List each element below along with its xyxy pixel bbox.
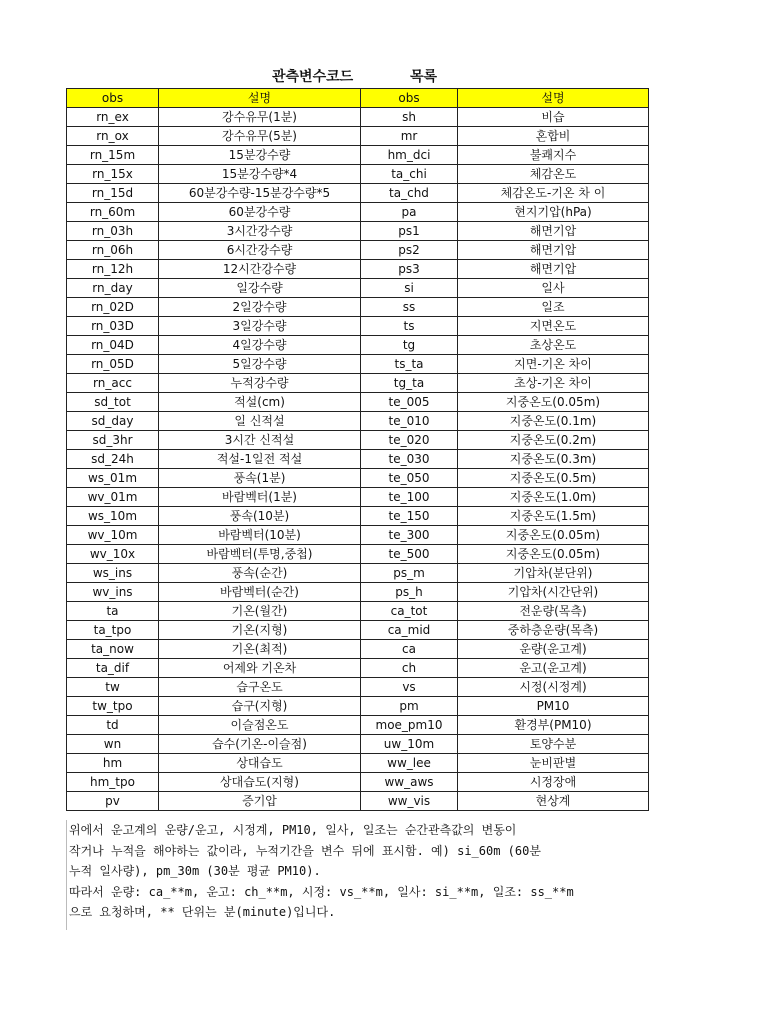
table-row bbox=[67, 678, 649, 697]
description-cell: 12시간강수량 bbox=[159, 260, 361, 279]
obs-code-cell: rn_15m bbox=[67, 146, 159, 165]
page-title bbox=[0, 66, 768, 88]
description-cell: 증기압 bbox=[159, 792, 361, 811]
description-cell: 5일강수량 bbox=[159, 355, 361, 374]
description-cell: 해면기압 bbox=[458, 260, 649, 279]
table-row bbox=[67, 127, 649, 146]
obs-code-cell: te_010 bbox=[361, 412, 458, 431]
obs-code-cell: rn_day bbox=[67, 279, 159, 298]
obs-code-cell: te_150 bbox=[361, 507, 458, 526]
obs-code-cell: rn_05D bbox=[67, 355, 159, 374]
obs-code-cell: ca_tot bbox=[361, 602, 458, 621]
table-row bbox=[67, 431, 649, 450]
table-row bbox=[67, 108, 649, 127]
description-cell: 지중온도(0.5m) bbox=[458, 469, 649, 488]
obs-code-cell: tg_ta bbox=[361, 374, 458, 393]
table-row bbox=[67, 526, 649, 545]
obs-code-cell: ps2 bbox=[361, 241, 458, 260]
description-cell: 바람벡터(순간) bbox=[159, 583, 361, 602]
obs-code-cell: ww_aws bbox=[361, 773, 458, 792]
table-row bbox=[67, 792, 649, 811]
description-cell: 운량(운고계) bbox=[458, 640, 649, 659]
note-line: 으로 요청하며, ** 단위는 분(minute)입니다. bbox=[69, 905, 336, 919]
table-row bbox=[67, 564, 649, 583]
obs-code-cell: sd_3hr bbox=[67, 431, 159, 450]
header-row bbox=[67, 89, 649, 108]
note-line: 누적 일사량), pm_30m (30분 평균 PM10). bbox=[69, 864, 321, 878]
obs-code-cell: pv bbox=[67, 792, 159, 811]
table-row bbox=[67, 203, 649, 222]
table-row bbox=[67, 735, 649, 754]
table-row bbox=[67, 640, 649, 659]
obs-code-cell: tg bbox=[361, 336, 458, 355]
notes-block bbox=[66, 820, 669, 930]
description-cell: 적설(cm) bbox=[159, 393, 361, 412]
header-obs-1: obs bbox=[67, 89, 159, 108]
obs-code-cell: ps3 bbox=[361, 260, 458, 279]
variable-code-table bbox=[66, 88, 649, 811]
obs-code-cell: te_100 bbox=[361, 488, 458, 507]
obs-code-cell: te_500 bbox=[361, 545, 458, 564]
table-row bbox=[67, 393, 649, 412]
description-cell: 지면-기온 차이 bbox=[458, 355, 649, 374]
description-cell: 기온(월간) bbox=[159, 602, 361, 621]
description-cell: 체감온도 bbox=[458, 165, 649, 184]
obs-code-cell: wv_10m bbox=[67, 526, 159, 545]
obs-code-cell: uw_10m bbox=[361, 735, 458, 754]
note-line: 위에서 운고계의 운량/운고, 시정계, PM10, 일사, 일조는 순간관측값의 변동이 bbox=[69, 823, 517, 837]
description-cell: 일강수량 bbox=[159, 279, 361, 298]
description-cell: 누적강수량 bbox=[159, 374, 361, 393]
description-cell: 60분강수량-15분강수량*5 bbox=[159, 184, 361, 203]
obs-code-cell: hm bbox=[67, 754, 159, 773]
table-row bbox=[67, 355, 649, 374]
table-row bbox=[67, 469, 649, 488]
description-cell: 지중온도(0.05m) bbox=[458, 545, 649, 564]
description-cell: 2일강수량 bbox=[159, 298, 361, 317]
description-cell: 환경부(PM10) bbox=[458, 716, 649, 735]
obs-code-cell: ps_h bbox=[361, 583, 458, 602]
obs-code-cell: te_020 bbox=[361, 431, 458, 450]
description-cell: 지중온도(1.0m) bbox=[458, 488, 649, 507]
table-row bbox=[67, 317, 649, 336]
obs-code-cell: ta_chi bbox=[361, 165, 458, 184]
obs-code-cell: rn_12h bbox=[67, 260, 159, 279]
obs-code-cell: rn_15x bbox=[67, 165, 159, 184]
table-row bbox=[67, 260, 649, 279]
obs-code-cell: ws_10m bbox=[67, 507, 159, 526]
obs-code-cell: ta_chd bbox=[361, 184, 458, 203]
description-cell: 기온(최적) bbox=[159, 640, 361, 659]
description-cell: 기온(지형) bbox=[159, 621, 361, 640]
description-cell: 기압차(시간단위) bbox=[458, 583, 649, 602]
description-cell: 어제와 기온차 bbox=[159, 659, 361, 678]
description-cell: 지중온도(0.2m) bbox=[458, 431, 649, 450]
obs-code-cell: si bbox=[361, 279, 458, 298]
description-cell: 60분강수량 bbox=[159, 203, 361, 222]
description-cell: 6시간강수량 bbox=[159, 241, 361, 260]
description-cell: 풍속(10분) bbox=[159, 507, 361, 526]
obs-code-cell: wv_10x bbox=[67, 545, 159, 564]
description-cell: 현상계 bbox=[458, 792, 649, 811]
title-right: 목록 bbox=[410, 69, 438, 85]
table-row bbox=[67, 241, 649, 260]
description-cell: 전운량(목측) bbox=[458, 602, 649, 621]
description-cell: 습구온도 bbox=[159, 678, 361, 697]
obs-code-cell: rn_02D bbox=[67, 298, 159, 317]
obs-code-cell: ta_dif bbox=[67, 659, 159, 678]
description-cell: 풍속(순간) bbox=[159, 564, 361, 583]
description-cell: 눈비판별 bbox=[458, 754, 649, 773]
obs-code-cell: pm bbox=[361, 697, 458, 716]
obs-code-cell: rn_04D bbox=[67, 336, 159, 355]
table-row bbox=[67, 184, 649, 203]
obs-code-cell: rn_03D bbox=[67, 317, 159, 336]
description-cell: 상대습도(지형) bbox=[159, 773, 361, 792]
description-cell: 바람벡터(투명,중첩) bbox=[159, 545, 361, 564]
obs-code-cell: ta bbox=[67, 602, 159, 621]
table-row bbox=[67, 222, 649, 241]
description-cell: 토양수분 bbox=[458, 735, 649, 754]
description-cell: 지중온도(0.05m) bbox=[458, 526, 649, 545]
description-cell: 지중온도(0.3m) bbox=[458, 450, 649, 469]
obs-code-cell: ps_m bbox=[361, 564, 458, 583]
obs-code-cell: ca_mid bbox=[361, 621, 458, 640]
description-cell: 기압차(분단위) bbox=[458, 564, 649, 583]
obs-code-cell: rn_ex bbox=[67, 108, 159, 127]
obs-code-cell: td bbox=[67, 716, 159, 735]
description-cell: 습수(기온-이슬점) bbox=[159, 735, 361, 754]
description-cell: 초상-기온 차이 bbox=[458, 374, 649, 393]
description-cell: PM10 bbox=[458, 697, 649, 716]
obs-code-cell: ta_tpo bbox=[67, 621, 159, 640]
obs-code-cell: wv_01m bbox=[67, 488, 159, 507]
obs-code-cell: te_300 bbox=[361, 526, 458, 545]
obs-code-cell: sd_day bbox=[67, 412, 159, 431]
description-cell: 운고(운고계) bbox=[458, 659, 649, 678]
header-obs-2: obs bbox=[361, 89, 458, 108]
table-row bbox=[67, 583, 649, 602]
obs-code-cell: ss bbox=[361, 298, 458, 317]
obs-code-cell: sd_tot bbox=[67, 393, 159, 412]
description-cell: 습구(지형) bbox=[159, 697, 361, 716]
obs-code-cell: hm_tpo bbox=[67, 773, 159, 792]
table-row bbox=[67, 279, 649, 298]
description-cell: 지중온도(1.5m) bbox=[458, 507, 649, 526]
description-cell: 지중온도(0.1m) bbox=[458, 412, 649, 431]
description-cell: 지중온도(0.05m) bbox=[458, 393, 649, 412]
obs-code-cell: te_050 bbox=[361, 469, 458, 488]
obs-code-cell: moe_pm10 bbox=[361, 716, 458, 735]
description-cell: 해면기압 bbox=[458, 222, 649, 241]
table-row bbox=[67, 507, 649, 526]
table-row bbox=[67, 488, 649, 507]
description-cell: 바람벡터(10분) bbox=[159, 526, 361, 545]
note-line: 작거나 누적을 해야하는 값이라, 누적기간을 변수 뒤에 표시함. 예) si_60m (60분 bbox=[69, 843, 541, 858]
obs-code-cell: ww_vis bbox=[361, 792, 458, 811]
description-cell: 15분강수량*4 bbox=[159, 165, 361, 184]
obs-code-cell: sd_24h bbox=[67, 450, 159, 469]
description-cell: 4일강수량 bbox=[159, 336, 361, 355]
obs-code-cell: vs bbox=[361, 678, 458, 697]
table-row bbox=[67, 545, 649, 564]
table-row bbox=[67, 716, 649, 735]
description-cell: 일 신적설 bbox=[159, 412, 361, 431]
description-cell: 일사 bbox=[458, 279, 649, 298]
table-row bbox=[67, 659, 649, 678]
obs-code-cell: rn_acc bbox=[67, 374, 159, 393]
table-row bbox=[67, 374, 649, 393]
obs-code-cell: ts bbox=[361, 317, 458, 336]
obs-code-cell: mr bbox=[361, 127, 458, 146]
description-cell: 불쾌지수 bbox=[458, 146, 649, 165]
obs-code-cell: ca bbox=[361, 640, 458, 659]
description-cell: 상대습도 bbox=[159, 754, 361, 773]
description-cell: 바람벡터(1분) bbox=[159, 488, 361, 507]
table-row bbox=[67, 450, 649, 469]
obs-code-cell: ts_ta bbox=[361, 355, 458, 374]
description-cell: 강수유무(1분) bbox=[159, 108, 361, 127]
obs-code-cell: hm_dci bbox=[361, 146, 458, 165]
obs-code-cell: tw_tpo bbox=[67, 697, 159, 716]
obs-code-cell: rn_15d bbox=[67, 184, 159, 203]
obs-code-cell: ws_01m bbox=[67, 469, 159, 488]
description-cell: 3시간강수량 bbox=[159, 222, 361, 241]
description-cell: 일조 bbox=[458, 298, 649, 317]
obs-code-cell: sh bbox=[361, 108, 458, 127]
obs-code-cell: ps1 bbox=[361, 222, 458, 241]
obs-code-cell: pa bbox=[361, 203, 458, 222]
description-cell: 지면온도 bbox=[458, 317, 649, 336]
table-row bbox=[67, 602, 649, 621]
obs-code-cell: rn_ox bbox=[67, 127, 159, 146]
obs-code-cell: te_005 bbox=[361, 393, 458, 412]
table-row bbox=[67, 412, 649, 431]
obs-code-cell: ww_lee bbox=[361, 754, 458, 773]
obs-code-cell: ch bbox=[361, 659, 458, 678]
table-row bbox=[67, 336, 649, 355]
obs-code-cell: rn_60m bbox=[67, 203, 159, 222]
description-cell: 중하층운량(목측) bbox=[458, 621, 649, 640]
obs-code-cell: wv_ins bbox=[67, 583, 159, 602]
description-cell: 적설-1일전 적설 bbox=[159, 450, 361, 469]
table-row bbox=[67, 165, 649, 184]
obs-code-cell: te_030 bbox=[361, 450, 458, 469]
obs-code-cell: ws_ins bbox=[67, 564, 159, 583]
obs-code-cell: tw bbox=[67, 678, 159, 697]
description-cell: 3시간 신적설 bbox=[159, 431, 361, 450]
table-row bbox=[67, 697, 649, 716]
description-cell: 비습 bbox=[458, 108, 649, 127]
header-desc-2: 설명 bbox=[458, 89, 649, 108]
table-row bbox=[67, 621, 649, 640]
description-cell: 3일강수량 bbox=[159, 317, 361, 336]
table-row bbox=[67, 754, 649, 773]
obs-code-cell: rn_06h bbox=[67, 241, 159, 260]
title-left: 관측변수코드 bbox=[272, 69, 354, 85]
table-row bbox=[67, 298, 649, 317]
description-cell: 15분강수량 bbox=[159, 146, 361, 165]
description-cell: 현지기압(hPa) bbox=[458, 203, 649, 222]
description-cell: 강수유무(5분) bbox=[159, 127, 361, 146]
description-cell: 혼합비 bbox=[458, 127, 649, 146]
description-cell: 초상온도 bbox=[458, 336, 649, 355]
obs-code-cell: rn_03h bbox=[67, 222, 159, 241]
obs-code-cell: wn bbox=[67, 735, 159, 754]
description-cell: 시정장애 bbox=[458, 773, 649, 792]
description-cell: 체감온도-기온 차 이 bbox=[458, 184, 649, 203]
table-row bbox=[67, 146, 649, 165]
table-row bbox=[67, 773, 649, 792]
description-cell: 시정(시정계) bbox=[458, 678, 649, 697]
header-desc-1: 설명 bbox=[159, 89, 361, 108]
description-cell: 풍속(1분) bbox=[159, 469, 361, 488]
description-cell: 해면기압 bbox=[458, 241, 649, 260]
note-line: 따라서 운량: ca_**m, 운고: ch_**m, 시정: vs_**m, 일사: si_**m, 일조: ss_**m bbox=[69, 884, 574, 899]
obs-code-cell: ta_now bbox=[67, 640, 159, 659]
description-cell: 이슬점온도 bbox=[159, 716, 361, 735]
